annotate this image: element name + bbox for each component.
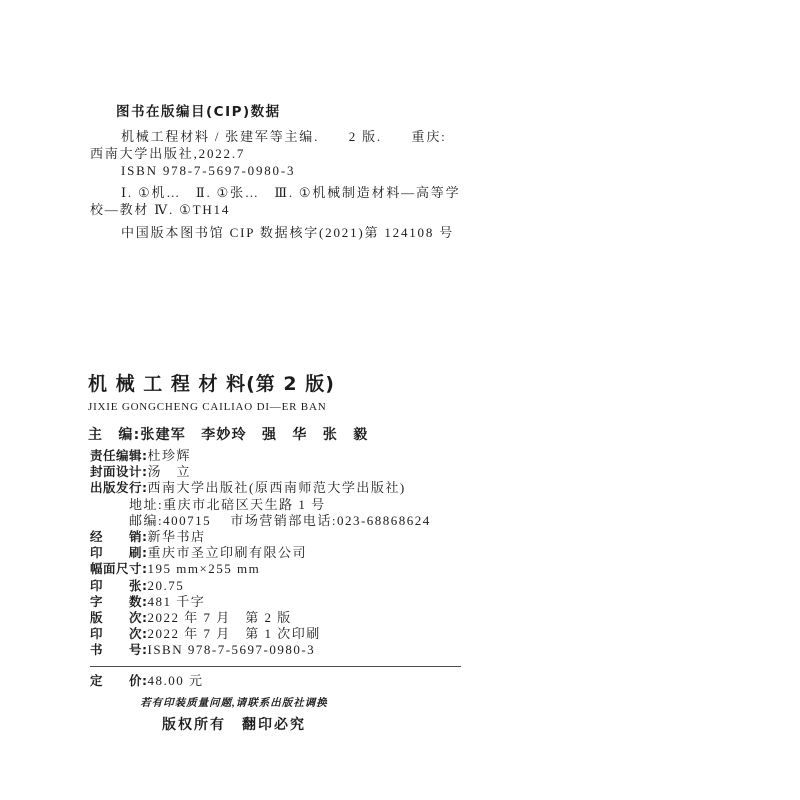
colophon-row-label: 版 次: bbox=[90, 610, 148, 626]
colophon-row-value: 20.75 bbox=[147, 577, 185, 593]
colophon-row-cover-design bbox=[90, 464, 470, 480]
colophon-row-managing-editor bbox=[90, 448, 470, 464]
colophon-row-label: 字 数: bbox=[90, 593, 148, 609]
cip-record-line-2: 西南大学出版社,2022.7 bbox=[90, 145, 246, 161]
colophon-row-label: 书 号: bbox=[90, 642, 148, 658]
colophon-row-value: 重庆市圣立印刷有限公司 bbox=[147, 545, 308, 561]
colophon-row-printer bbox=[90, 545, 470, 561]
colophon-row-postcode-phone bbox=[90, 513, 470, 529]
print-quality-notice: 若有印装质量问题,请联系出版社调换 bbox=[140, 698, 328, 709]
colophon-row-word-count bbox=[90, 594, 470, 610]
colophon-row-label: 定 价: bbox=[90, 672, 148, 688]
cip-block bbox=[90, 100, 480, 242]
colophon-row-label: 责任编辑: bbox=[90, 448, 148, 463]
colophon-row-label: 经 销: bbox=[90, 529, 148, 545]
title-block bbox=[88, 369, 508, 444]
chief-editors-line: 主 编:张建军 李妙玲 强 华 张 毅 bbox=[88, 427, 369, 443]
colophon-row-dimensions bbox=[90, 561, 470, 577]
colophon-row-value: 新华书店 bbox=[147, 529, 206, 545]
colophon-row-value: 481 千字 bbox=[147, 593, 206, 609]
colophon-row-value: 杜珍辉 bbox=[147, 448, 192, 463]
colophon-row-value: 48.00 元 bbox=[147, 672, 204, 688]
colophon-row-edition bbox=[90, 610, 470, 626]
cip-record-line-1: 机械工程材料 / 张建军等主编. 2 版. 重庆: bbox=[121, 129, 447, 144]
colophon-row-value: 汤 立 bbox=[147, 464, 192, 480]
colophon-row-label: 出版发行: bbox=[90, 480, 148, 496]
colophon-block bbox=[90, 448, 470, 689]
colophon-row-impression bbox=[90, 626, 470, 642]
colophon-row-value: 2022 年 7 月 第 2 版 bbox=[147, 610, 292, 626]
cip-classification-line-2: 校—教材 Ⅳ. ①TH14 bbox=[90, 202, 231, 218]
colophon-row-address bbox=[90, 497, 470, 513]
page-footer bbox=[88, 695, 380, 734]
colophon-row-value: 2022 年 7 月 第 1 次印刷 bbox=[147, 626, 321, 642]
colophon-row-label: 幅面尺寸: bbox=[90, 561, 148, 577]
colophon-row-label: 印 张: bbox=[90, 577, 148, 593]
colophon-row-label: 印 次: bbox=[90, 626, 148, 642]
cip-classification-line-1: Ⅰ. ①机… Ⅱ. ①张… Ⅲ. ①机械制造材料—高等学 bbox=[121, 185, 461, 201]
colophon-row-price bbox=[90, 673, 470, 689]
colophon-row-publisher bbox=[90, 480, 470, 496]
book-title: 机 械 工 程 材 料(第 2 版) bbox=[88, 373, 335, 395]
colophon-row-book-number bbox=[90, 642, 470, 658]
cip-isbn-line: ISBN 978-7-5697-0980-3 bbox=[121, 162, 296, 178]
colophon-row-value: 195 mm×255 mm bbox=[147, 561, 261, 577]
colophon-row-printed-sheets bbox=[90, 578, 470, 594]
colophon-row-value: 地址:重庆市北碚区天生路 1 号 bbox=[129, 496, 326, 512]
cip-registry-line: 中国版本图书馆 CIP 数据核字(2021)第 124108 号 bbox=[121, 224, 455, 240]
price-divider-rule bbox=[90, 666, 461, 667]
copyright-notice: 版权所有 翻印必究 bbox=[162, 717, 306, 733]
colophon-row-value: 邮编:400715 市场营销部电话:023-68868624 bbox=[129, 512, 431, 528]
book-title-romanized: JIXIE GONGCHENG CAILIAO DI—ER BAN bbox=[88, 401, 327, 413]
colophon-row-distributor bbox=[90, 529, 470, 545]
colophon-row-value: 西南大学出版社(原西南师范大学出版社) bbox=[147, 480, 406, 496]
cip-header: 图书在版编目(CIP)数据 bbox=[116, 104, 281, 120]
colophon-row-label: 印 刷: bbox=[90, 545, 148, 561]
colophon-row-value: ISBN 978-7-5697-0980-3 bbox=[147, 642, 316, 658]
colophon-row-label: 封面设计: bbox=[90, 464, 148, 480]
